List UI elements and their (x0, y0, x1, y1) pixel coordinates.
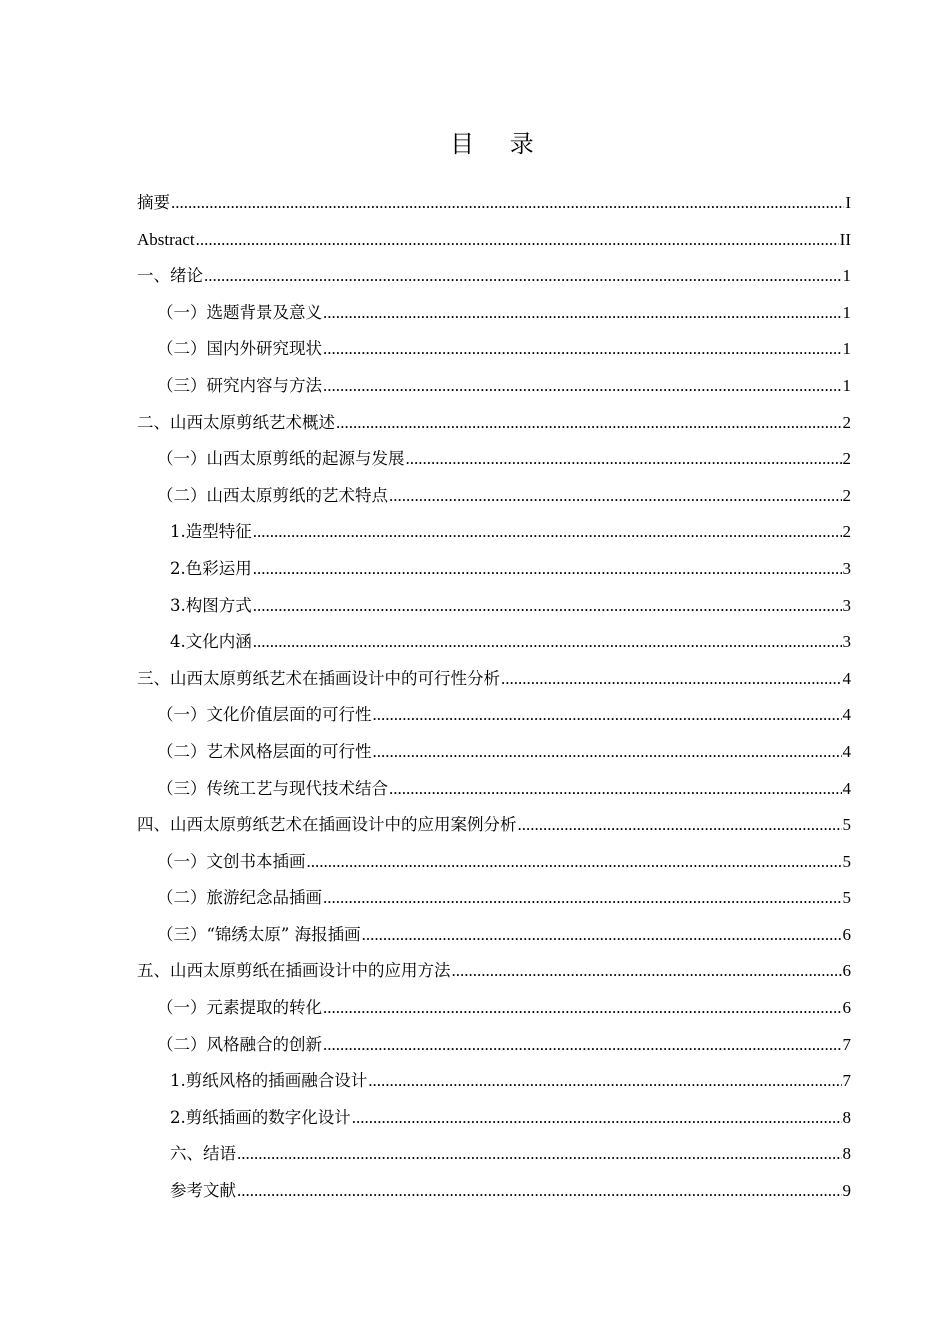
toc-entry-text: （二）旅游纪念品插画 (157, 888, 322, 908)
toc-entry[interactable] (137, 990, 851, 1027)
toc-entry-text: 1.造型特征 (170, 522, 252, 542)
toc-entry-text: （三）“锦绣太原” 海报插画 (157, 924, 361, 944)
toc-entry-page: 1 (842, 339, 851, 359)
toc-entry[interactable] (137, 734, 851, 771)
dot-leader (237, 1173, 842, 1210)
dot-leader (373, 697, 842, 734)
dot-leader (204, 258, 842, 295)
toc-entry-text: （二）国内外研究现状 (157, 339, 322, 359)
toc-entry-text: 三、山西太原剪纸艺术在插画设计中的可行性分析 (137, 668, 500, 688)
toc-entry[interactable] (137, 405, 851, 442)
dot-leader (237, 1136, 842, 1173)
toc-entry-page: I (845, 193, 851, 212)
toc-entry-text: 2.色彩运用 (170, 558, 252, 578)
toc-entry[interactable] (137, 368, 851, 405)
toc-entry-text: 摘要 (137, 193, 170, 212)
dot-leader (323, 331, 842, 368)
toc-entry-page: 3 (842, 595, 851, 615)
toc-entry-page: 8 (842, 1144, 851, 1164)
toc-entry-page: 1 (842, 302, 851, 322)
toc-entry-page: 4 (842, 741, 851, 761)
toc-entry-text: （三）研究内容与方法 (157, 375, 322, 395)
toc-entry[interactable] (137, 588, 851, 625)
toc-entry-page: 5 (842, 888, 851, 908)
toc-entry-text: （二）风格融合的创新 (157, 1034, 322, 1054)
toc-entry-page: 2 (842, 485, 851, 505)
toc-entry-page: 1 (842, 266, 851, 286)
dot-leader (253, 624, 842, 661)
dot-leader (323, 990, 842, 1027)
toc-entry[interactable] (137, 844, 851, 881)
dot-leader (323, 368, 842, 405)
dot-leader (362, 917, 842, 954)
toc-entry[interactable] (137, 771, 851, 808)
toc-entry-text: 一、绪论 (137, 266, 203, 286)
toc-entry[interactable] (137, 624, 851, 661)
toc-entry[interactable] (137, 697, 851, 734)
toc-entry-text: 四、山西太原剪纸艺术在插画设计中的应用案例分析 (137, 815, 517, 835)
toc-entry[interactable] (137, 1136, 851, 1173)
toc-entry[interactable] (137, 953, 851, 990)
toc-entry-text: （二）艺术风格层面的可行性 (157, 741, 372, 761)
dot-leader (253, 514, 842, 551)
toc-entry-text: 六、结语 (170, 1144, 236, 1164)
toc-entry-page: 6 (842, 998, 851, 1018)
toc-entry[interactable] (137, 1027, 851, 1064)
dot-leader (389, 771, 842, 808)
dot-leader (352, 1100, 842, 1137)
toc-entry[interactable] (137, 441, 851, 478)
toc-entry[interactable] (137, 880, 851, 917)
toc-entry-page: 4 (842, 705, 851, 725)
dot-leader (368, 1063, 841, 1100)
toc-entry-text: 3.构图方式 (170, 595, 252, 615)
toc-list (137, 185, 851, 1210)
dot-leader (323, 1027, 842, 1064)
toc-entry-text: Abstract (137, 229, 195, 249)
dot-leader (323, 880, 842, 917)
toc-entry-text: 2.剪纸插画的数字化设计 (170, 1107, 351, 1127)
toc-entry-page: 4 (842, 668, 851, 688)
toc-entry[interactable] (137, 514, 851, 551)
toc-entry-page: 6 (842, 924, 851, 944)
dot-leader (253, 551, 842, 588)
toc-entry-page: 1 (842, 375, 851, 395)
toc-entry[interactable] (137, 917, 851, 954)
toc-entry-page: 5 (842, 851, 851, 871)
toc-entry-page: II (839, 229, 851, 249)
toc-entry-text: （一）文化价值层面的可行性 (157, 705, 372, 725)
toc-entry-page: 7 (842, 1034, 851, 1054)
toc-entry-text: （二）山西太原剪纸的艺术特点 (157, 485, 388, 505)
toc-entry-page: 9 (842, 1181, 851, 1201)
dot-leader (389, 478, 842, 515)
toc-entry-page: 3 (842, 558, 851, 578)
toc-entry[interactable] (137, 1063, 851, 1100)
toc-entry-page: 8 (842, 1107, 851, 1127)
toc-entry[interactable] (137, 222, 851, 259)
dot-leader (253, 588, 842, 625)
dot-leader (336, 405, 842, 442)
toc-entry[interactable] (137, 1100, 851, 1137)
dot-leader (323, 295, 842, 332)
dot-leader (518, 807, 842, 844)
toc-entry-text: （一）选题背景及意义 (157, 302, 322, 322)
toc-entry[interactable] (137, 551, 851, 588)
toc-entry-text: 4.文化内涵 (170, 632, 252, 652)
dot-leader (307, 844, 842, 881)
dot-leader (373, 734, 842, 771)
toc-entry[interactable] (137, 478, 851, 515)
toc-title: 目 录 (450, 130, 548, 158)
toc-entry-text: （一）元素提取的转化 (157, 998, 322, 1018)
dot-leader (196, 222, 839, 259)
toc-entry-text: 二、山西太原剪纸艺术概述 (137, 412, 335, 432)
toc-entry-text: 五、山西太原剪纸在插画设计中的应用方法 (137, 961, 451, 981)
toc-entry-page: 2 (842, 522, 851, 542)
toc-entry-text: 1.剪纸风格的插画融合设计 (170, 1071, 368, 1091)
toc-entry[interactable] (137, 258, 851, 295)
toc-entry[interactable] (137, 807, 851, 844)
dot-leader (452, 953, 842, 990)
toc-entry[interactable] (137, 295, 851, 332)
toc-entry[interactable] (137, 661, 851, 698)
toc-entry-page: 5 (842, 815, 851, 835)
toc-entry-page: 2 (842, 449, 851, 469)
toc-entry-page: 3 (842, 632, 851, 652)
toc-entry-page: 6 (842, 961, 851, 981)
toc-entry-text: （一）山西太原剪纸的起源与发展 (157, 449, 405, 469)
toc-entry-page: 7 (842, 1071, 851, 1091)
dot-leader (501, 661, 842, 698)
dot-leader (171, 185, 844, 222)
toc-entry[interactable] (137, 331, 851, 368)
toc-entry-text: 参考文献 (170, 1181, 236, 1201)
toc-entry-text: （三）传统工艺与现代技术结合 (157, 778, 388, 798)
toc-entry-page: 4 (842, 778, 851, 798)
toc-entry-text: （一）文创书本插画 (157, 851, 306, 871)
dot-leader (406, 441, 842, 478)
toc-entry[interactable] (137, 1173, 851, 1210)
toc-entry[interactable] (137, 185, 851, 222)
toc-entry-page: 2 (842, 412, 851, 432)
